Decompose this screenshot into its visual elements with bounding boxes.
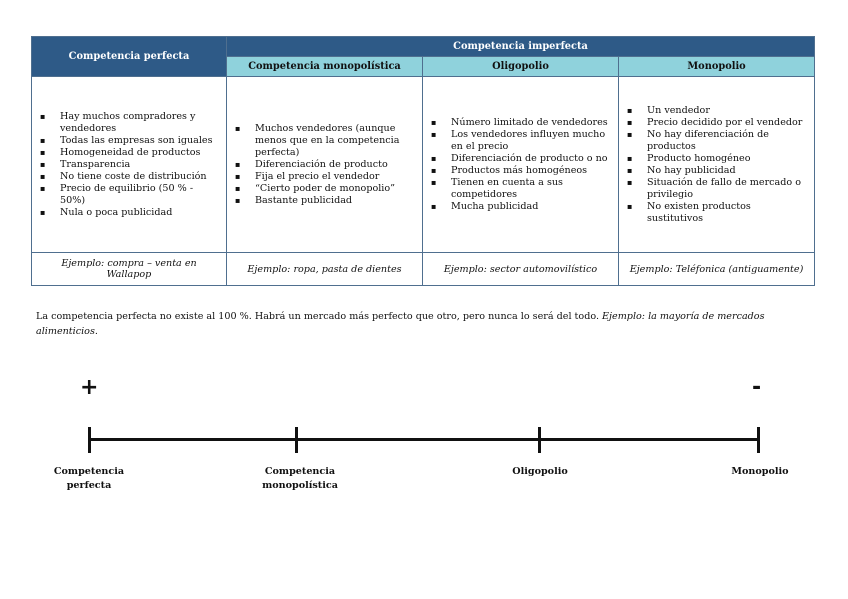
list-item: ▪ No hay diferenciación de productos [627, 129, 808, 153]
minus-sign: - [752, 375, 762, 400]
list-item: ▪ “Cierto poder de monopolio” [235, 183, 416, 195]
list-item: ▪ Precio de equilibrio (50 % - 50%) [40, 183, 220, 207]
scale-tick [295, 427, 298, 453]
list-item: ▪ Producto homogéneo [627, 153, 808, 165]
list-item: ▪ Hay muchos compradores y vendedores [40, 111, 220, 135]
list-item: ▪ Homogeneidad de productos [40, 147, 220, 159]
plus-sign: + [80, 375, 99, 400]
scale-label-monopolistica: Competencia monopolística [262, 466, 338, 491]
list-item: ▪ Mucha publicidad [431, 201, 612, 213]
example-monopolistica: Ejemplo: ropa, pasta de dientes [227, 253, 423, 286]
example-monopolio: Ejemplo: Teléfonica (antiguamente) [619, 253, 815, 286]
list-item: ▪ Fija el precio el vendedor [235, 171, 416, 183]
subheader-monopolistica: Competencia monopolística [227, 57, 423, 77]
note-example: Ejemplo: la mayoría de mercados alimenticios. [36, 311, 765, 337]
explanatory-note [36, 309, 806, 339]
comparison-table [31, 36, 815, 286]
scale-label-oligopolio: Oligopolio [512, 466, 568, 477]
list-item: ▪ Todas las empresas son iguales [40, 135, 220, 147]
list-item: ▪ Transparencia [40, 159, 220, 171]
list-item: ▪ Diferenciación de producto [235, 159, 416, 171]
list-item: ▪ No existen productos sustitutivos [627, 201, 808, 225]
list-item: ▪ Bastante publicidad [235, 195, 416, 207]
scale-label-monopolio: Monopolio [731, 466, 789, 477]
list-item: ▪ Precio decidido por el vendedor [627, 117, 808, 129]
scale-tick [538, 427, 541, 453]
subheader-monopolio: Monopolio [619, 57, 815, 77]
list-item: ▪ Muchos vendedores (aunque menos que en la competencia perfecta) [235, 123, 416, 159]
header-competencia-perfecta: Competencia perfecta [32, 37, 227, 77]
scale-tick [88, 427, 91, 453]
subheader-oligopolio: Oligopolio [423, 57, 619, 77]
list-item: ▪ Productos más homogéneos [431, 165, 612, 177]
list-item: ▪ Situación de fallo de mercado o privilegio [627, 177, 808, 201]
cell-monopolio-features [619, 77, 815, 253]
scale-label-perfecta: Competencia perfecta [53, 466, 125, 491]
list-item: ▪ Diferenciación de producto o no [431, 153, 612, 165]
cell-oligopolio-features [423, 77, 619, 253]
list-item: ▪ No hay publicidad [627, 165, 808, 177]
list-item: ▪ Los vendedores influyen mucho en el precio [431, 129, 612, 153]
scale-tick [757, 427, 760, 453]
note-text: La competencia perfecta no existe al 100 %. Habrá un mercado más perfecto que otro, pero nunca lo será del todo. [36, 311, 603, 322]
example-perfecta: Ejemplo: compra – venta en Wallapop [32, 253, 227, 286]
list-item: ▪ No tiene coste de distribución [40, 171, 220, 183]
list-item: ▪ Un vendedor [627, 105, 808, 117]
example-oligopolio: Ejemplo: sector automovilístico [423, 253, 619, 286]
scale-line [89, 438, 759, 441]
list-item: ▪ Tienen en cuenta a sus competidores [431, 177, 612, 201]
list-item: ▪ Número limitado de vendedores [431, 117, 612, 129]
competition-scale [0, 370, 848, 510]
cell-monopolistica-features [227, 77, 423, 253]
cell-perfecta-features [32, 77, 227, 253]
header-competencia-imperfecta: Competencia imperfecta [227, 37, 815, 57]
list-item: ▪ Nula o poca publicidad [40, 207, 220, 219]
